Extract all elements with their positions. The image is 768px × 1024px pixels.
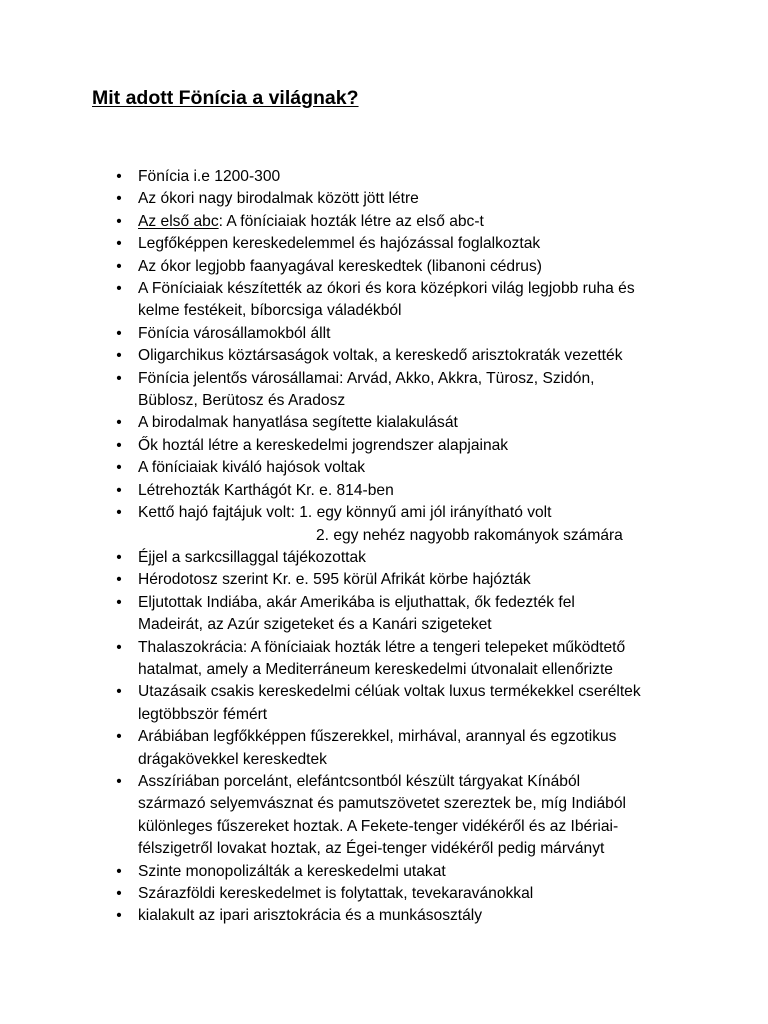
list-item <box>112 502 672 547</box>
bullet-icon: • <box>116 728 122 746</box>
bullet-icon: • <box>116 280 122 298</box>
list-item <box>112 861 672 883</box>
list-item-line: Fönícia városállamokból állt <box>138 324 331 342</box>
list-item <box>112 368 672 413</box>
bullet-icon: • <box>116 347 122 365</box>
list-item-line: hatalmat, amely a Mediterráneum kereskedelmi útvonalait ellenőrizte <box>138 660 613 678</box>
list-item-line: Büblosz, Berütosz és Aradosz <box>138 392 346 410</box>
list-item-line <box>138 211 672 233</box>
bullet-icon: • <box>116 593 122 611</box>
list-item-line: Fönícia jelentős városállamai: Arvád, Akko, Akkra, Türosz, Szidón, <box>138 369 595 387</box>
list-item <box>112 457 672 479</box>
bullet-icon: • <box>116 504 122 522</box>
underlined-term: Az első abc <box>138 212 219 230</box>
bullet-icon: • <box>116 638 122 656</box>
list-item-text: : A föníciaiak hozták létre az első abc-t <box>218 212 484 230</box>
bullet-icon: • <box>116 235 122 253</box>
list-item-line: Madeirát, az Azúr szigeteket és a Kanári szigeteket <box>138 616 492 634</box>
list-item <box>112 278 672 323</box>
bullet-icon: • <box>116 168 122 185</box>
list-item-line: Utazásaik csakis kereskedelmi célúak voltak luxus termékekkel cseréltek <box>138 683 641 701</box>
list-item-line: A Föníciaiak készítették az ókori és kora középkori világ legjobb ruha és <box>138 280 635 298</box>
bullet-icon: • <box>116 772 122 790</box>
list-item-line: Asszíriában porcelánt, elefántcsontból készült tárgyakat Kínából <box>138 772 581 790</box>
list-item-line: kelme festékeit, bíborcsiga váladékból <box>138 302 402 320</box>
list-item <box>112 435 672 457</box>
list-item-line: A föníciaiak kiváló hajósok voltak <box>138 459 366 477</box>
bullet-icon: • <box>116 369 122 387</box>
list-item-line: Ők hoztál létre a kereskedelmi jogrendszer alapjainak <box>138 436 509 454</box>
list-item-line: Éjjel a sarkcsillaggal tájékozottak <box>138 548 366 566</box>
list-item-line: különleges fűszereket hoztak. A Fekete-tenger vidékéről és az Ibériai- <box>138 817 619 835</box>
list-item-line: Arábiában legfőkképpen fűszerekkel, mirhával, arannyal és egzotikus <box>138 728 617 746</box>
list-item-line: származó selyemvásznat és pamutszövetet szereztek be, míg Indiából <box>138 795 626 813</box>
list-item <box>112 726 672 771</box>
bullet-icon: • <box>116 571 122 589</box>
list-item <box>112 323 672 345</box>
bullet-icon: • <box>116 212 122 230</box>
list-item-line: Szárazföldi kereskedelmet is folytattak, tevekaravánokkal <box>138 885 534 902</box>
list-item <box>112 412 672 434</box>
document-title: Mit adott Fönícia a világnak? <box>92 87 359 109</box>
list-item-line: legtöbbször fémért <box>138 705 268 723</box>
list-item-line: Az ókor legjobb faanyagával kereskedtek (libanoni cédrus) <box>138 257 542 275</box>
list-item-line: drágakövekkel kereskedtek <box>138 750 327 768</box>
list-item-line: Szinte monopolizálták a kereskedelmi utakat <box>138 862 446 880</box>
list-item <box>112 166 672 188</box>
bullet-list <box>112 166 672 928</box>
list-item <box>112 681 672 726</box>
list-item-line: Kettő hajó fajtájuk volt: 1. egy könnyű ami jól irányítható volt <box>138 504 552 522</box>
bullet-icon: • <box>116 481 122 499</box>
list-item-line: Hérodotosz szerint Kr. e. 595 körül Afrikát körbe hajózták <box>138 571 531 589</box>
list-item <box>112 569 672 591</box>
list-item <box>112 256 672 278</box>
list-item-line: félszigetről lovakat hoztak, az Égei-tenger vidékéről pedig márványt <box>138 840 605 858</box>
list-item-line: Oligarchikus köztársaságok voltak, a kereskedő arisztokraták vezették <box>138 347 623 365</box>
list-item-line: Legfőképpen kereskedelemmel és hajózással foglalkoztak <box>138 235 541 253</box>
bullet-icon: • <box>116 907 122 925</box>
bullet-icon: • <box>116 885 122 902</box>
bullet-icon: • <box>116 414 122 432</box>
list-item <box>112 637 672 682</box>
bullet-icon: • <box>116 436 122 454</box>
list-item-line: Thalaszokrácia: A föníciaiak hozták létre a tengeri telepeket működtető <box>138 638 626 656</box>
bullet-icon: • <box>116 683 122 701</box>
list-item <box>112 211 672 233</box>
list-item <box>112 547 672 569</box>
list-item <box>112 883 672 905</box>
list-item-line: Létrehozták Karthágót Kr. e. 814-ben <box>138 481 394 499</box>
bullet-icon: • <box>116 548 122 566</box>
bullet-icon: • <box>116 862 122 880</box>
list-item <box>112 345 672 367</box>
list-item <box>112 188 672 210</box>
list-item <box>112 233 672 255</box>
bullet-icon: • <box>116 257 122 275</box>
list-item-line: kialakult az ipari arisztokrácia és a munkásosztály <box>138 907 483 925</box>
list-item-line: A birodalmak hanyatlása segítette kialakulását <box>138 414 458 432</box>
list-item <box>112 905 672 927</box>
list-item-continuation: 2. egy nehéz nagyobb rakományok számára <box>316 526 623 544</box>
list-item <box>112 771 672 861</box>
list-item-line: Fönícia i.e 1200-300 <box>138 168 281 185</box>
bullet-icon: • <box>116 324 122 342</box>
list-item-line: Az ókori nagy birodalmak között jött létre <box>138 190 419 208</box>
bullet-icon: • <box>116 190 122 208</box>
list-item <box>112 480 672 502</box>
bullet-icon: • <box>116 459 122 477</box>
list-item-line: Eljutottak Indiába, akár Amerikába is eljuthattak, ők fedezték fel <box>138 593 575 611</box>
list-item <box>112 592 672 637</box>
